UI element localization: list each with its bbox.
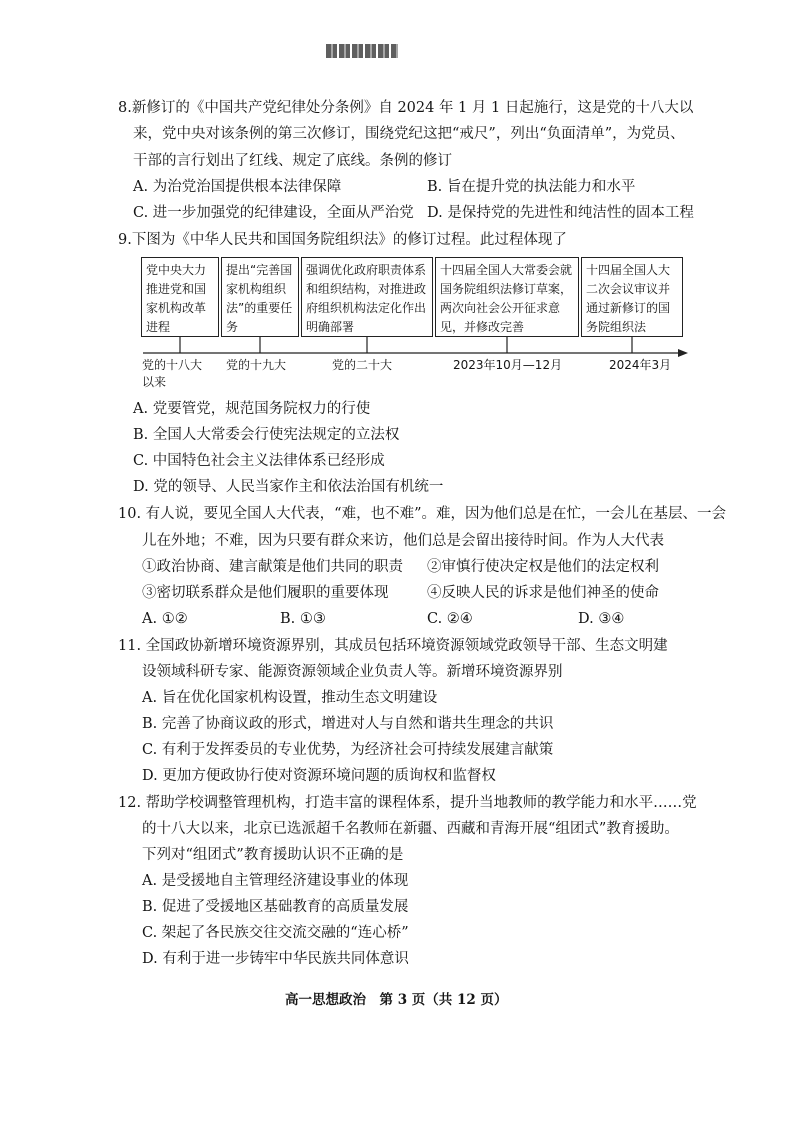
q9-option-a: A. 党要管党，规范国务院权力的行使 bbox=[133, 401, 371, 417]
q10-statement-2: ②审慎行使决定权是他们的法定权利 bbox=[427, 559, 659, 575]
q9-option-c: C. 中国特色社会主义法律体系已经形成 bbox=[133, 453, 385, 469]
page-footer: 高一思想政治 第 3 页（共 12 页） bbox=[285, 992, 508, 1008]
q12-line1: 12. 帮助学校调整管理机构，打造丰富的课程体系，提升当地教师的教学能力和水平……党 bbox=[118, 795, 697, 811]
q10-option-a: A. ①② bbox=[142, 611, 188, 627]
q9-option-d: D. 党的领导、人民当家作主和依法治国有机统一 bbox=[133, 479, 444, 495]
q10-line1: 10. 有人说，要见全国人大代表，“难，也不难”。难，因为他们总是在忙，一会儿在基层、一会 bbox=[118, 506, 726, 522]
q10-statement-3: ③密切联系群众是他们履职的重要体现 bbox=[142, 585, 389, 601]
q8-option-b: B. 旨在提升党的执法能力和水平 bbox=[427, 179, 636, 195]
q12-option-b: B. 促进了受援地区基础教育的高质量发展 bbox=[142, 899, 409, 915]
q10-line2: 儿在外地；不难，因为只要有群众来访，他们总是会留出接待时间。作为人大代表 bbox=[142, 533, 664, 549]
timeline-arrow-icon bbox=[678, 349, 688, 357]
timeline-label-2: 党的十九大 bbox=[226, 358, 287, 372]
q8-line2: 来，党中央对该条例的第三次修订，围绕党纪这把“戒尺”，列出“负面清单”，为党员、 bbox=[133, 126, 685, 142]
q9-stem: 9.下图为《中华人民共和国国务院组织法》的修订过程。此过程体现了 bbox=[118, 232, 567, 248]
q8-option-a: A. 为治党治国提供根本法律保障 bbox=[133, 179, 342, 195]
timeline-label-4: 2023年10月—12月 bbox=[453, 358, 563, 372]
q12-line2: 的十八大以来，北京已选派超千名教师在新疆、西藏和青海开展“组团式”教育援助。 bbox=[142, 821, 679, 837]
q10-statement-1: ①政治协商、建言献策是他们共同的职责 bbox=[142, 559, 403, 575]
q8-option-d: D. 是保持党的先进性和纯洁性的固本工程 bbox=[427, 205, 694, 221]
timeline-box-2: 提出“完善国家机构组织法”的重要任务 bbox=[221, 257, 299, 337]
timeline-label-1: 党的十八大以来 bbox=[142, 358, 203, 389]
q12-option-a: A. 是受援地自主管理经济建设事业的体现 bbox=[142, 873, 409, 889]
q10-statement-4: ④反映人民的诉求是他们神圣的使命 bbox=[427, 585, 659, 601]
timeline-box-3: 强调优化政府职责体系和组织结构，对推进政府组织机构法定化作出明确部署 bbox=[301, 257, 433, 337]
timeline-box-1: 党中央大力推进党和国家机构改革进程 bbox=[141, 257, 219, 337]
timeline-label-3: 党的二十大 bbox=[332, 358, 393, 372]
q12-line3: 下列对“组团式”教育援助认识不正确的是 bbox=[142, 847, 404, 863]
q11-option-a: A. 旨在优化国家机构设置，推动生态文明建设 bbox=[142, 690, 438, 706]
timeline-label-5: 2024年3月 bbox=[609, 358, 672, 372]
timeline-axis bbox=[0, 0, 794, 400]
q8-line3: 干部的言行划出了红线、规定了底线。条例的修订 bbox=[133, 153, 452, 169]
q8-line1: 8.新修订的《中国共产党纪律处分条例》自 2024 年 1 月 1 日起施行，这是党的十八大以 bbox=[118, 100, 694, 116]
q10-option-b: B. ①③ bbox=[280, 611, 326, 627]
q11-line2: 设领域科研专家、能源资源领域企业负责人等。新增环境资源界别 bbox=[142, 664, 563, 680]
q11-option-d: D. 更加方便政协行使对资源环境问题的质询权和监督权 bbox=[142, 768, 496, 784]
timeline-box-5: 十四届全国人大二次会议审议并通过新修订的国务院组织法 bbox=[581, 257, 683, 337]
q12-option-d: D. 有利于进一步铸牢中华民族共同体意识 bbox=[142, 951, 409, 967]
q9-option-b: B. 全国人大常委会行使宪法规定的立法权 bbox=[133, 427, 400, 443]
q11-option-c: C. 有利于发挥委员的专业优势，为经济社会可持续发展建言献策 bbox=[142, 742, 554, 758]
q11-option-b: B. 完善了协商议政的形式，增进对人与自然和谐共生理念的共识 bbox=[142, 716, 554, 732]
q8-option-c: C. 进一步加强党的纪律建设，全面从严治党 bbox=[133, 205, 414, 221]
q10-option-c: C. ②④ bbox=[427, 611, 473, 627]
q12-option-c: C. 架起了各民族交往交流交融的“连心桥” bbox=[142, 925, 409, 941]
q11-line1: 11. 全国政协新增环境资源界别，其成员包括环境资源领域党政领导干部、生态文明建 bbox=[118, 638, 668, 654]
timeline-box-4: 十四届全国人大常委会就国务院组织法修订草案，两次向社会公开征求意见，并修改完善 bbox=[435, 257, 579, 337]
q10-option-d: D. ③④ bbox=[578, 611, 625, 627]
